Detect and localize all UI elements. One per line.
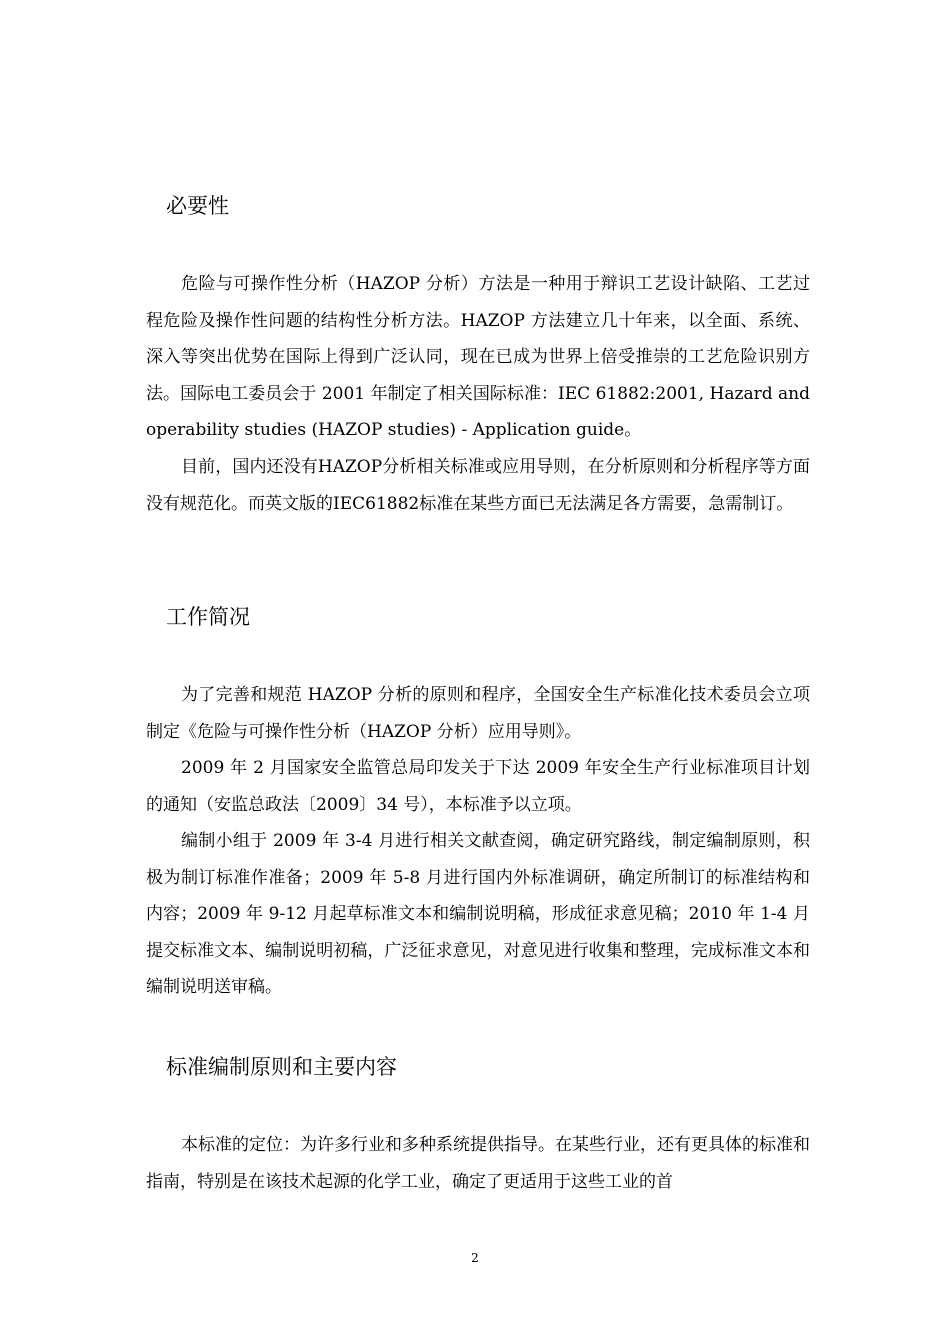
paragraph-standard-positioning: 本标准的定位：为许多行业和多种系统提供指导。在某些行业，还有更具体的标准和指南，特别是在该技术起源的化学工业，确定了更适用于这些工业的首	[146, 1135, 810, 1192]
paragraph-project-approval: 2009 年 2 月国家安全监管总局印发关于下达 2009 年安全生产行业标准项目计划的通知（安监总政法〔2009〕34 号），本标准予以立项。	[146, 758, 810, 815]
page-number: 2	[471, 1251, 479, 1265]
paragraph-domestic-status: 目前，国内还没有HAZOP分析相关标准或应用导则，在分析原则和分析程序等方面没有规范化。而英文版的IEC61882标准在某些方面已无法满足各方需要，急需制订。	[146, 457, 810, 514]
section-heading-work-overview: 工作简况	[166, 605, 250, 629]
paragraph-project-purpose: 为了完善和规范 HAZOP 分析的原则和程序，全国安全生产标准化技术委员会立项制定《危险与可操作性分析（HAZOP 分析）应用导则》。	[146, 685, 810, 742]
paragraph-hazop-introduction: 危险与可操作性分析（HAZOP 分析）方法是一种用于辩识工艺设计缺陷、工艺过程危险及操作性问题的结构性分析方法。HAZOP 方法建立几十年来，以全面、系统、深入等突出优势在国际上得到广泛认同，现在已成为世界上倍受推崇的工艺危险识别方法。国际电工委员会于 2001 年制定了相关国际标准：IEC 61882:2001, Hazard and operability studies (HAZOP studies) - Application guide。	[146, 274, 810, 441]
paragraph-work-timeline: 编制小组于 2009 年 3-4 月进行相关文献查阅，确定研究路线，制定编制原则，积极为制订标准作准备；2009 年 5-8 月进行国内外标准调研，确定所制订的标准结构和内容；2009 年 9-12 月起草标准文本和编制说明稿，形成征求意见稿；2010 年 1-4 月提交标准文本、编制说明初稿，广泛征求意见，对意见进行收集和整理，完成标准文本和编制说明送审稿。	[146, 831, 810, 998]
section-heading-necessity: 必要性	[166, 194, 229, 218]
section-heading-principles-content: 标准编制原则和主要内容	[166, 1055, 397, 1079]
